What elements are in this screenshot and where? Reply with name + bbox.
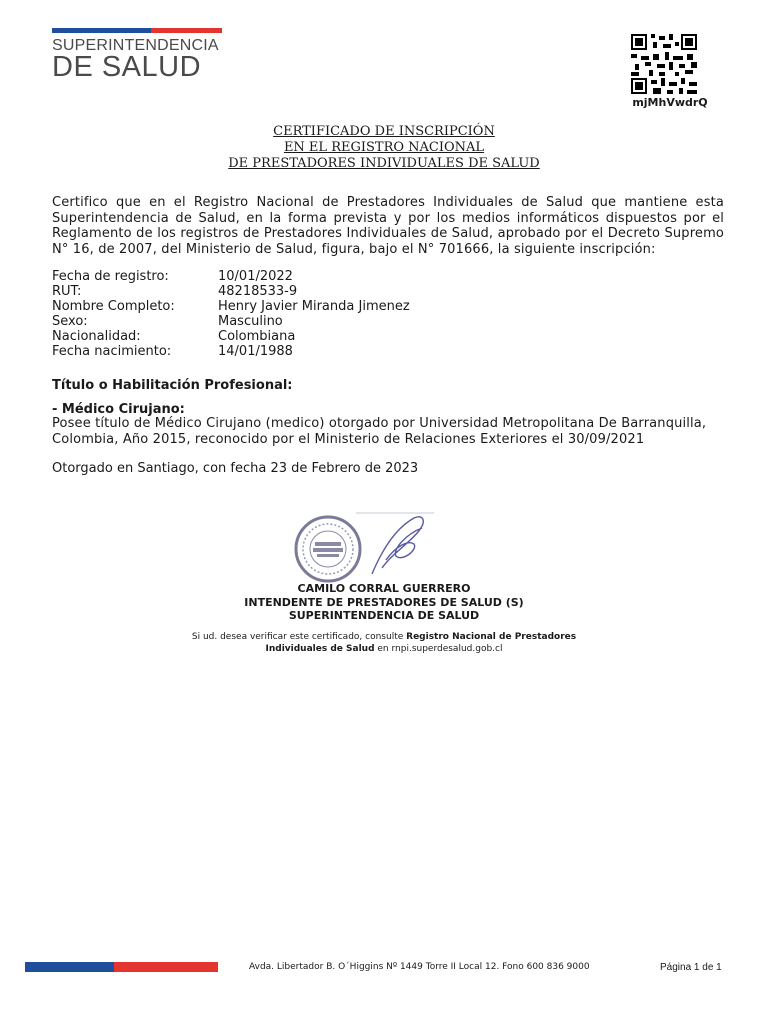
field-value: Henry Javier Miranda Jimenez (218, 299, 410, 314)
verify-prefix: Si ud. desea verificar este certificado, consulte (191, 632, 404, 642)
field-value: Colombiana (218, 329, 296, 344)
degree-description: Posee título de Médico Cirujano (medico) otorgado por Universidad Metropolitana De Barranquilla, Colombia, Año 2015, reconocido por el Ministerio de Relaciones Exteriores el 30/09/2021 (52, 416, 707, 447)
page-number: Página 1 de 1 (660, 962, 722, 973)
degree-name: - Médico Cirujano: (52, 402, 185, 417)
title-line-3: DE PRESTADORES INDIVIDUALES DE SALUD (228, 156, 540, 171)
qr-code-icon (631, 34, 697, 94)
signer-name: CAMILO CORRAL GUERRERO (297, 582, 471, 595)
issued-statement: Otorgado en Santiago, con fecha 23 de Febrero de 2023 (52, 461, 419, 476)
field-row (52, 314, 410, 329)
title-line-1: CERTIFICADO DE INSCRIPCIÓN (273, 124, 495, 139)
field-value: 14/01/1988 (218, 344, 293, 359)
signer-block (0, 582, 768, 623)
field-row (52, 299, 410, 314)
certificate-title (0, 124, 768, 172)
field-value: 48218533-9 (218, 284, 298, 299)
verify-registry-link[interactable]: Registro Nacional de Prestadores (406, 632, 577, 642)
field-row (52, 329, 410, 344)
field-row (52, 269, 410, 284)
registration-fields (52, 269, 410, 359)
field-label: Fecha de registro: (52, 269, 169, 284)
field-label: Fecha nacimiento: (52, 344, 172, 359)
logo-color-bar (52, 28, 222, 33)
logo-line-1: SUPERINTENDENCIA (52, 37, 219, 54)
section-title: Título o Habilitación Profesional: (52, 378, 293, 393)
field-label: Sexo: (52, 314, 88, 329)
footer-color-bar (25, 962, 218, 972)
field-row (52, 344, 410, 359)
signer-role: INTENDENTE DE PRESTADORES DE SALUD (S) (244, 595, 524, 609)
field-value: Masculino (218, 314, 283, 329)
footer-address: Avda. Libertador B. O´Higgins Nº 1449 Torre II Local 12. Fono 600 836 9000 (249, 962, 590, 972)
superintendencia-logo (52, 28, 222, 81)
verify-registry-link-cont[interactable]: Individuales de Salud (265, 644, 375, 654)
field-label: Nacionalidad: (52, 329, 141, 344)
field-label: Nombre Completo: (52, 299, 175, 314)
qr-verification-code: mjMhVwdrQ (632, 96, 708, 109)
signer-organization: SUPERINTENDENCIA DE SALUD (288, 609, 480, 622)
intro-paragraph: Certifico que en el Registro Nacional de Prestadores Individuales de Salud que mantiene esta Superintendencia de Salud, en la forma prevista y por los medios informáticos dispuestos por el Reglamento de los registros de Prestadores Individuales de Salud, aprobado por el Decreto Supremo N° 16, de 2007, del Ministerio de Salud, figura, bajo el N° 701666, la siguiente inscripción: (52, 195, 724, 257)
signature-icon (352, 510, 438, 582)
field-label: RUT: (52, 284, 82, 299)
title-line-2: EN EL REGISTRO NACIONAL (283, 140, 485, 155)
verify-suffix[interactable]: en rnpi.superdesalud.gob.cl (377, 644, 503, 654)
field-row (52, 284, 410, 299)
verification-note (0, 631, 768, 655)
field-value: 10/01/2022 (218, 269, 293, 284)
logo-line-2: DE SALUD (52, 51, 202, 83)
